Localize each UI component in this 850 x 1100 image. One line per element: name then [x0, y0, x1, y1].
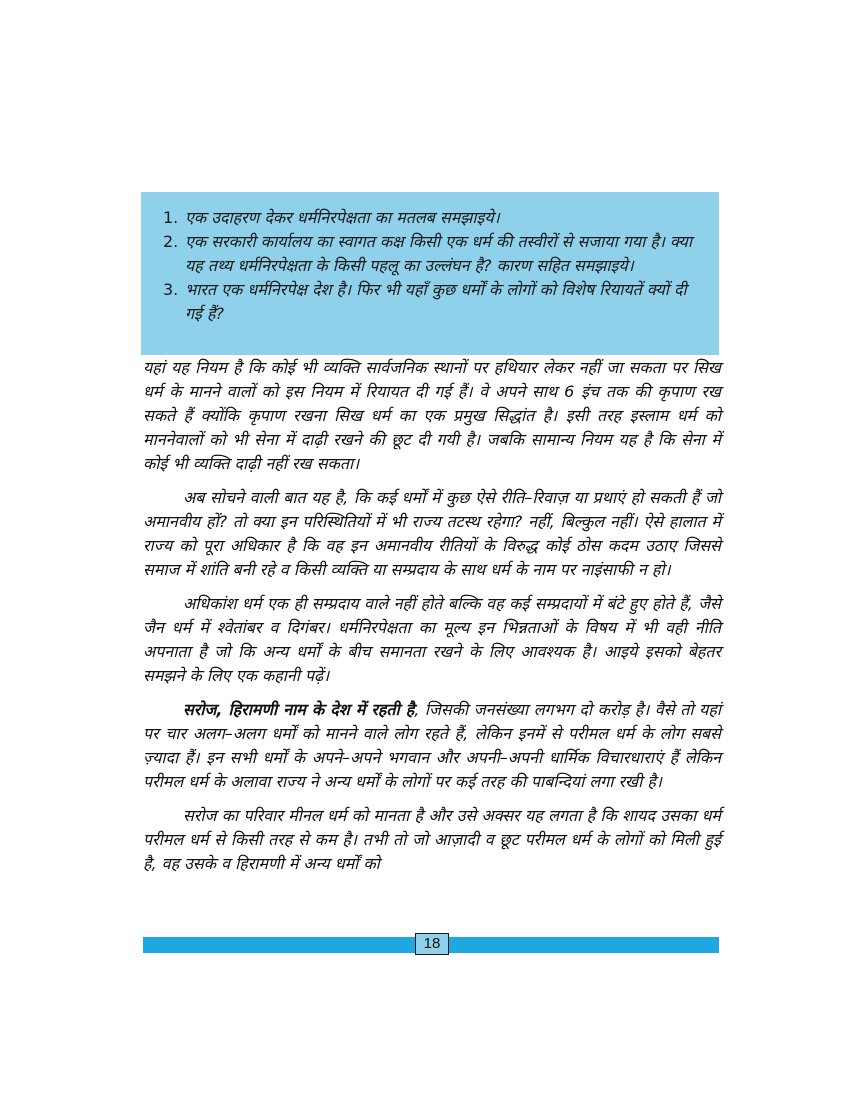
paragraph-text: , जिसकी जनसंख्या लगभग दो करोड़ है। वैसे तो यहां पर चार अलग–अलग धर्मों को मानने वाले लोग रहते हैं, लेकिन इनमें से परीमल धर्म के लोग सबसे ज़्यादा हैं। इन सभी धर्मों के अपने–अपने भगवान और अपनी–अपनी धार्मिक विचारधाराएं हैं लेकिन परीमल धर्म के अलावा राज्य ने अन्य धर्मों के लोगों पर कई तरह की पाबन्दियां लगा रखी है।	[143, 700, 721, 791]
paragraph	[143, 486, 721, 582]
question-item	[163, 206, 703, 230]
question-text: एक सरकारी कार्यालय का स्वागत कक्ष किसी एक धर्म की तस्वीरों से सजाया गया है। क्या यह तथ्य धर्मनिरपेक्षता के किसी पहलू का उल्लंघन है? कारण सहित समझाइये।	[185, 232, 692, 275]
paragraph	[143, 804, 721, 876]
exercise-questions-box	[141, 192, 719, 355]
question-text: भारत एक धर्मनिरपेक्ष देश है। फिर भी यहाँ कुछ धर्मों के लोगों को विशेष रियायतें क्यों दी गई हैं?	[185, 280, 687, 323]
page-number: 18	[415, 933, 449, 955]
story-lead-text: सरोज, हिरामणी नाम के देश में रहती है	[183, 700, 415, 719]
paragraph	[143, 592, 721, 688]
question-item	[163, 278, 703, 326]
paragraph-text: अधिकांश धर्म एक ही सम्प्रदाय वाले नहीं होते बल्कि वह कई सम्प्रदायों में बंटे हुए होते हैं, जैसे जैन धर्म में श्वेतांबर व दिगंबर। धर्मनिरपेक्षता का मूल्य इन भिन्नताओं के विषय में भी वही नीति अपनाता है जो कि अन्य धर्मों के बीच समानता रखने के लिए आवश्यक है। आइये इसको बेहतर समझने के लिए एक कहानी पढ़ें।	[143, 594, 721, 685]
question-text: एक उदाहरण देकर धर्मनिरपेक्षता का मतलब समझाइये।	[185, 208, 500, 227]
question-number: 3.	[163, 280, 179, 299]
question-list	[163, 206, 703, 326]
question-item	[163, 230, 703, 278]
paragraph	[143, 698, 721, 794]
paragraph-text: यहां यह नियम है कि कोई भी व्यक्ति सार्वजनिक स्थानों पर हथियार लेकर नहीं जा सकता पर सिख धर्म के मानने वालों को इस नियम में रियायत दी गई हैं। वे अपने साथ 6 इंच तक की कृपाण रख सकते हैं क्योंकि कृपाण रखना सिख धर्म का एक प्रमुख सिद्धांत है। इसी तरह इस्लाम धर्म को माननेवालों को भी सेना में दाढ़ी रखने की छूट दी गयी है। जबकि सामान्य नियम यह है कि सेना में कोई भी व्यक्ति दाढ़ी नहीं रख सकता।	[143, 358, 721, 473]
paragraph	[143, 356, 721, 476]
question-number: 2.	[163, 232, 179, 251]
body-text	[143, 356, 721, 886]
paragraph-text: अब सोचने वाली बात यह है, कि कई धर्मों में कुछ ऐसे रीति–रिवाज़ या प्रथाएं हो सकती हैं जो अमानवीय हों? तो क्या इन परिस्थितियों में भी राज्य तटस्थ रहेगा? नहीं, बिल्कुल नहीं। ऐसे हालात में राज्य को पूरा अधिकार है कि वह इन अमानवीय रीतियों के विरुद्ध कोई ठोस कदम उठाए जिससे समाज में शांति बनी रहे व किसी व्यक्ति या सम्प्रदाय के साथ धर्म के नाम पर नाइंसाफी न हो।	[143, 488, 721, 579]
question-number: 1.	[163, 208, 179, 227]
paragraph-text: सरोज का परिवार मीनल धर्म को मानता है और उसे अक्सर यह लगता है कि शायद उसका धर्म परीमल धर्म से किसी तरह से कम है। तभी तो जो आज़ादी व छूट परीमल धर्म के लोगों को मिली हुई है, वह उसके व हिरामणी में अन्य धर्मों को	[143, 806, 721, 873]
